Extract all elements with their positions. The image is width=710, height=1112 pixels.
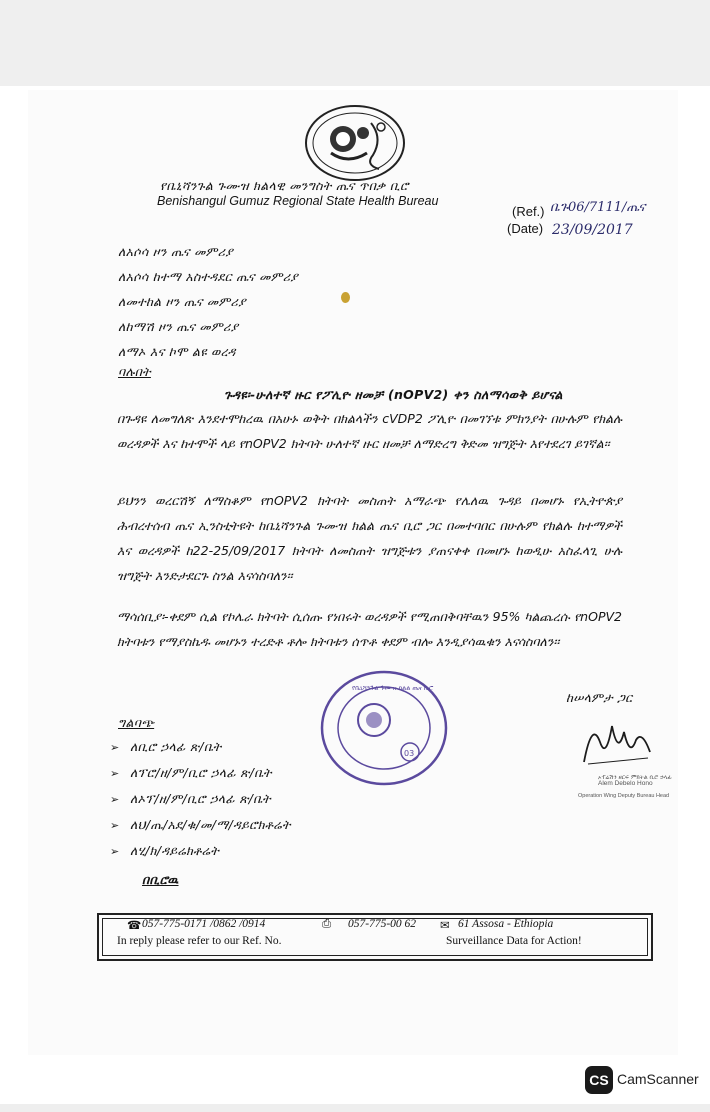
stamp-text: የቤኒሻንጉል ጉሙዝ ክልል ጤና ቢሮ xyxy=(352,684,434,692)
org-name-english: Benishangul Gumuz Regional State Health Bureau xyxy=(157,194,439,208)
recipient-4: ለከማሽ ዞን ጤና መምሪያ xyxy=(118,319,239,334)
camscanner-logo-icon: CS xyxy=(585,1066,613,1094)
paragraph-1: በጉዳዩ ለመግለጽ እንደተሞከረዉ በአሁኑ ወቅት በክልላችን cVDP2 ፖሊዮ በመገኘቱ ምክንያት በሁሉም የክልሉ ወረዳዎች እና ከተሞች ላይ የnOPV2 ክትባት ሁለተኛ ዙር ዘመቻ ለማድረግ ቅድመ ዝግጅት እየተደረገ ይገኛል፡፡ xyxy=(117,411,622,451)
signatory-amharic: ኦፕሬሽን ዘርፍ ምክትል ቢሮ ኃላፊ xyxy=(598,774,672,781)
signatory-title: Operation Wing Deputy Bureau Head xyxy=(578,793,670,799)
mail-icon: ✉ xyxy=(440,920,450,932)
bullet-icon: ➢ xyxy=(110,767,120,780)
ref-value: ቤጉ06/7111/ጤና xyxy=(550,200,646,215)
cc-footer: በቢሮዉ xyxy=(142,872,179,887)
date-value: 23/09/2017 xyxy=(552,222,633,238)
app-bottom-bar xyxy=(0,1104,710,1112)
footer-po-box: 61 Assosa - Ethiopia xyxy=(458,918,554,930)
footer-phone: 057-775-0171 /0862 /0914 xyxy=(142,918,266,930)
bullet-icon: ➢ xyxy=(110,741,120,754)
signatory-name: Alem Debelo Hono xyxy=(598,780,653,787)
cc-item: ለሂ/ክ/ዳይሬክቶሬት xyxy=(130,843,220,858)
app-top-bar xyxy=(0,0,710,86)
signature xyxy=(578,712,658,772)
footer-motto: Surveillance Data for Action! xyxy=(446,935,582,947)
recipient-5: ለማኦ እና ኮሞ ልዩ ወረዳ xyxy=(118,344,236,359)
fax-icon: ⎙ xyxy=(322,918,332,930)
cc-item: ለኦፕ/ዘ/ም/ቢሮ ኃላፊ ጽ/ቤት xyxy=(130,791,271,806)
date-label: (Date) xyxy=(507,221,544,236)
stamp-number: 03 xyxy=(404,749,415,758)
org-name-amharic: የቤኒሻንጉል ጉሙዝ ክልላዊ መንግስት ጤና ጥበቃ ቢሮ xyxy=(160,178,409,193)
cc-title: ግልባጭ xyxy=(118,715,155,730)
recipient-1: ለአሶሳ ዞን ጤና መምሪያ xyxy=(118,244,234,259)
phone-icon: ☎ xyxy=(127,920,142,932)
paragraph-3: ማሳሰቢያ፡-ቀደም ሲል የኮሌራ ክትባት ሲሰጡ የነበሩት ወረዳዎች የሚጠበቅባቸዉን 95% ካልጨረሱ የnOPV2 ክትባቱን የማያስኬዱ መሆኑን ተረድቶ ቶሎ ክትባቱን ሰጥቶ ቀደም ብሎ እንዲያሳዉቁን እናሳስባለን፡፡ xyxy=(117,609,622,649)
closing: ከሠላምታ ጋር xyxy=(566,690,633,705)
footer-reply-note: In reply please refer to our Ref. No. xyxy=(117,935,282,947)
subject-line: ጉዳዩ፡-ሁለተኛ ዙር የፖሊዮ ዘመቻ (nOPV2) ቀን ስለማሳወቅ ይሆናል xyxy=(224,387,563,402)
footer-fax: 057-775-00 62 xyxy=(348,918,417,930)
cc-item: ለህ/ጤ/አደ/ቁ/መ/ማ/ዳይሮክቶሬት xyxy=(130,817,291,832)
official-stamp xyxy=(318,668,450,788)
ref-label: (Ref.) xyxy=(512,204,545,219)
bullet-icon: ➢ xyxy=(110,793,120,806)
ink-smudge xyxy=(341,292,350,303)
bullet-icon: ➢ xyxy=(110,819,120,832)
camscanner-watermark: CamScanner xyxy=(617,1071,699,1087)
cc-item: ለቢሮ ኃላፊ ጽ/ቤት xyxy=(130,739,222,754)
cc-item: ለፕሮ/ዘ/ም/ቢሮ ኃላፊ ጽ/ቤት xyxy=(130,765,272,780)
paragraph-2: ይህንን ወረርሽኝ ለማስቆም የnOPV2 ክትባት መስጠት አማራጭ የሌለዉ ጉዳይ በመሆኑ የኢትዮጵያ ሕብረተሰብ ጤና ኢንስቲትዩት ከቤኒሻንጉል ጉሙዝ ክልል ጤና ቢሮ ጋር በመተባበር በሁሉም የክልሉ ከተማዎች እና ወረዳዎች ከ22-25/09/2017 ክትባት ለመስጠት ዝግጅቱን ያጠናቀቀ በመሆኑ ከወዲሁ አስፈላጊ ሁሉ ዝግጅት እንድታደርጉ ስንል እናሳስባለን፡፡ xyxy=(117,493,622,583)
bureau-logo xyxy=(303,103,407,183)
bullet-icon: ➢ xyxy=(110,845,120,858)
location-label: ባሉበት xyxy=(118,364,151,379)
recipient-3: ለመተከል ዞን ጤና መምሪያ xyxy=(118,294,246,309)
recipient-2: ለአሶሳ ከተማ አስተዳደር ጤና መምሪያ xyxy=(118,269,299,284)
